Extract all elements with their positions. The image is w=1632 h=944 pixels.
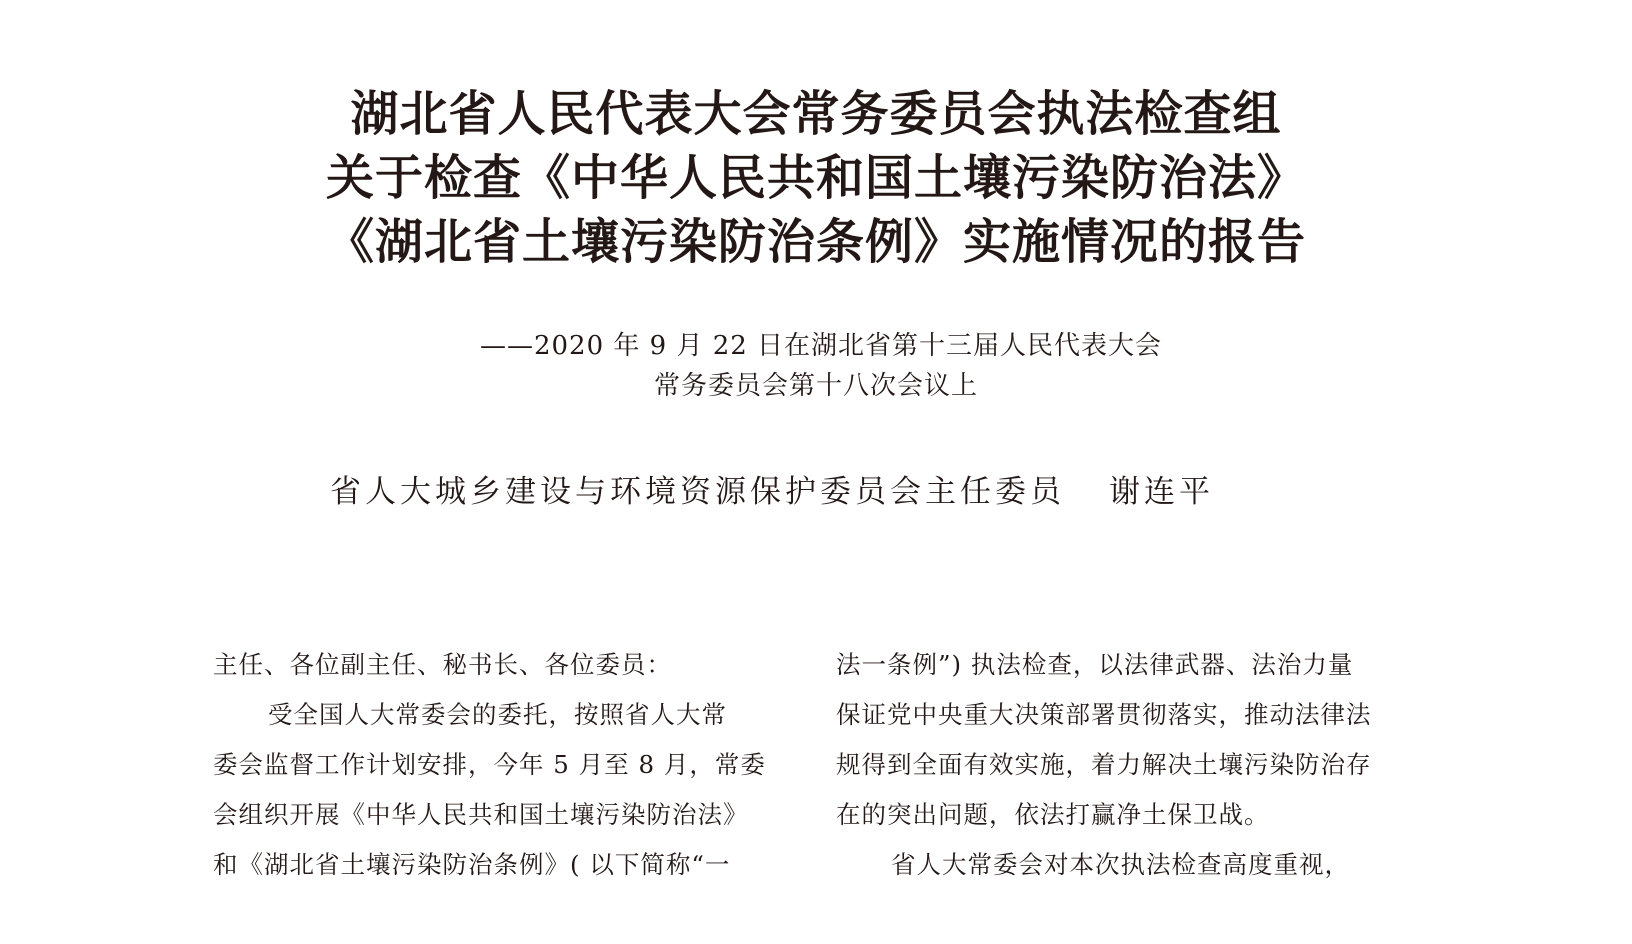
- paragraph-line: 保证党中央重大决策部署贯彻落实，推动法律法: [836, 700, 1372, 729]
- paragraph-line: 在的突出问题，依法打赢净土保卫战。: [836, 800, 1270, 829]
- body-right-column: [836, 640, 1406, 890]
- title-line-1: 湖北省人民代表大会常务委员会执法检查组: [350, 86, 1282, 142]
- paragraph-line: 省人大常委会对本次执法检查高度重视，: [891, 850, 1350, 879]
- salutation: 主任、各位副主任、秘书长、各位委员：: [213, 650, 672, 679]
- author-name: 谢连平: [1109, 474, 1214, 510]
- paragraph-line: 受全国人大常委会的委托，按照省人大常: [268, 700, 727, 729]
- meeting-subtitle: [0, 326, 1632, 406]
- subtitle-line-2: 常务委员会第十八次会议上: [653, 371, 978, 401]
- paragraph-line: 规得到全面有效实施，着力解决土壤污染防治存: [836, 750, 1372, 779]
- body-left-column: [213, 640, 783, 890]
- report-title: [0, 82, 1632, 274]
- paragraph-line: 委会监督工作计划安排，今年 5 月至 8 月，常委: [213, 750, 766, 779]
- author-position: 省人大城乡建设与环境资源保护委员会主任委员: [330, 474, 1065, 510]
- author-line: [330, 472, 1214, 512]
- paragraph-line: 会组织开展《中华人民共和国土壤污染防治法》: [213, 800, 749, 829]
- subtitle-line-1: ——2020 年 9 月 22 日在湖北省第十三届人民代表大会: [479, 331, 1163, 361]
- paragraph-line: 法一条例”) 执法检查，以法律武器、法治力量: [836, 650, 1354, 679]
- paragraph-line: 和《湖北省土壤污染防治条例》( 以下简称“一: [213, 850, 731, 879]
- title-line-3: 《湖北省土壤污染防治条例》实施情况的报告: [325, 214, 1306, 270]
- title-line-2: 关于检查《中华人民共和国土壤污染防治法》: [325, 150, 1306, 206]
